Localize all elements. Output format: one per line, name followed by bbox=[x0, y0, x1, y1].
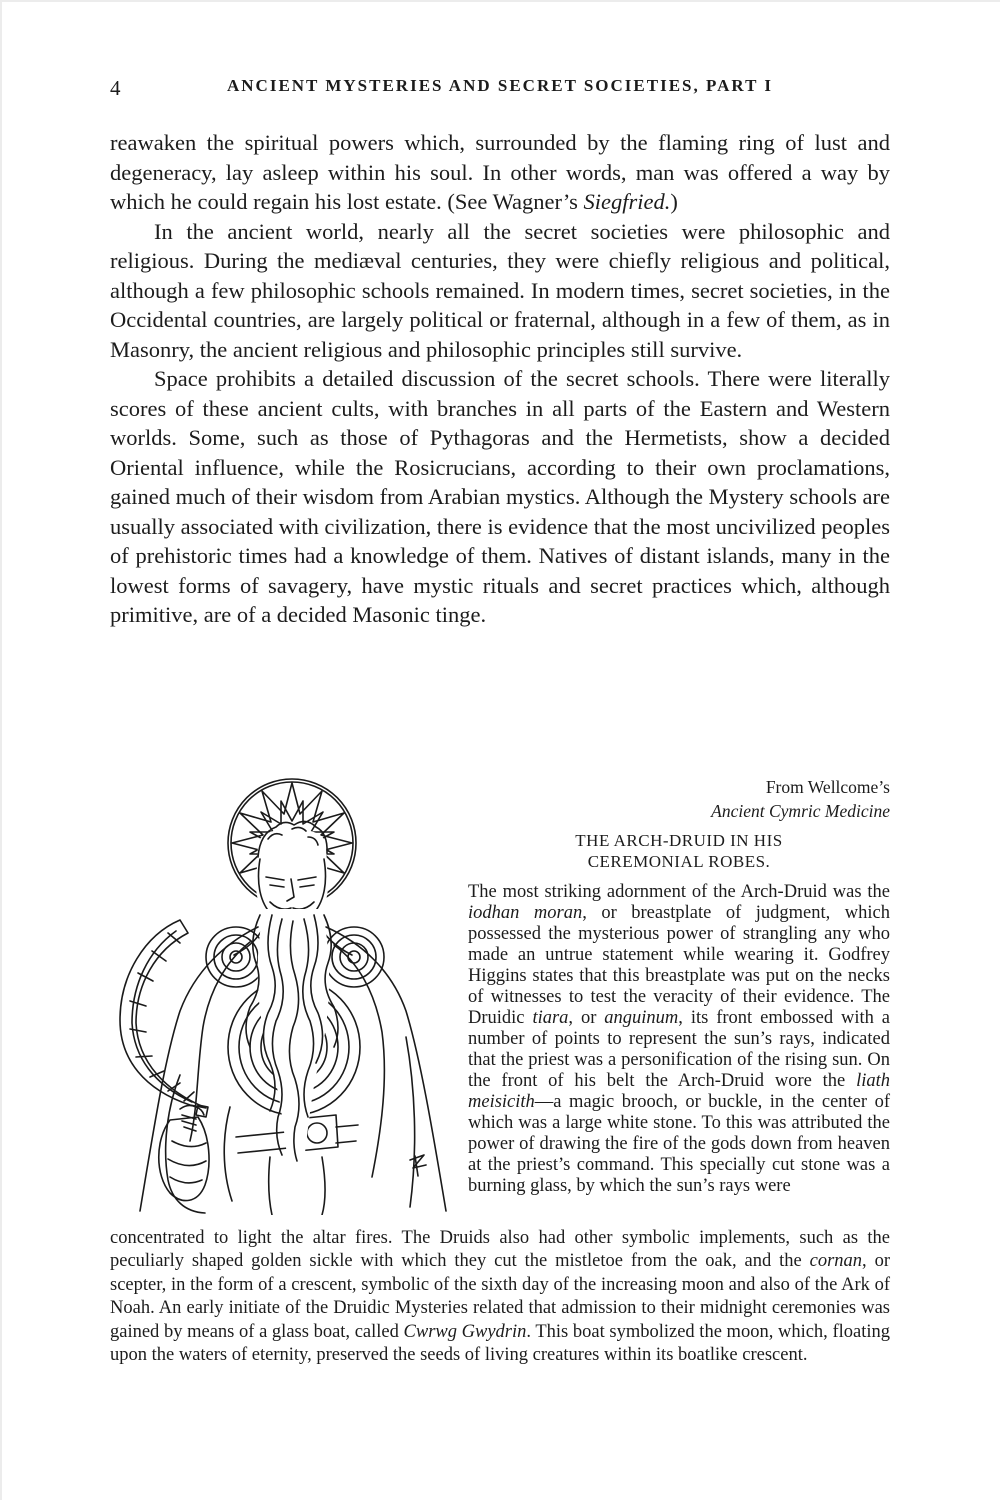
figure-section bbox=[110, 775, 890, 1215]
credit-source: From Wellcome’s bbox=[765, 776, 890, 797]
figure-caption-title bbox=[468, 830, 890, 872]
caption-title-line-1: THE ARCH-DRUID IN HIS bbox=[575, 830, 783, 850]
running-head-title: ANCIENT MYSTERIES AND SECRET SOCIETIES, PART I bbox=[227, 76, 773, 95]
page-header bbox=[110, 76, 890, 100]
paragraph-2: In the ancient world, nearly all the secret societies were philosophic and religious. During the mediæval centuries, they were chiefly religious and political, although a few philosophic schools remained. In modern times, secret societies, in the Occidental countries, are largely political or fraternal, although in a few of them, as in Masonry, the ancient religious and philosophic principles still survive. bbox=[110, 218, 890, 362]
figure-caption-continuation: concentrated to light the altar fires. The Druids also had other symbolic implements, such as the peculiarly shaped golden sickle with which they cut the mistletoe from the oak, and the cornan, or scepter, in the form of a crescent, symbolic of the sixth day of the increasing moon and also of the Ark of Noah. An early initiate of the Druidic Mysteries related that admission to their midnight ceremonies was gained by means of a glass boat, called Cwrwg Gwydrin. This boat symbolized the moon, which, floating upon the waters of eternity, preserved the seeds of living creatures within its boatlike crescent. bbox=[110, 1227, 890, 1365]
paragraph-1: reawaken the spiritual powers which, surrounded by the flaming ring of lust and degeneracy, lay asleep within his soul. In other words, man was offered a way by which he could regain his lost estate. (See Wagner’s Siegfried.) bbox=[110, 130, 890, 214]
arch-druid-illustration bbox=[110, 775, 462, 1215]
caption-title-line-2: CEREMONIAL ROBES. bbox=[587, 851, 771, 871]
arch-druid-drawing bbox=[110, 775, 462, 1215]
paragraph-3: Space prohibits a detailed discussion of the secret schools. There were literally scores of these ancient cults, with branches in all parts of the Eastern and Western worlds. Some, such as those of Pythagoras and the Hermetists, show a decided Oriental influence, while the Rosicrucians, according to their own proclamations, gained much of their wisdom from Arabian mystics. Although the Mystery schools are usually associated with civilization, there is evidence that the most uncivilized peoples of prehistoric times had a knowledge of them. Natives of distant islands, many in the lowest forms of savagery, have mystic rituals and secret practices which, although primitive, are of a decided Masonic tinge. bbox=[110, 366, 890, 627]
figure-caption-column bbox=[462, 775, 890, 1197]
figure-credit bbox=[468, 775, 890, 823]
body-text bbox=[110, 128, 890, 630]
credit-work-title: Ancient Cymric Medicine bbox=[711, 800, 890, 821]
figure-caption-text: The most striking adornment of the Arch-Druid was the iodhan moran, or breastplate of judgment, which possessed the mysterious power of strangling any who made an untrue statement while wearing it. Godfrey Higgins states that this breastplate was put on the necks of witnesses to test the veracity of their evidence. The Druidic tiara, or anguinum, its front embossed with a number of points to represent the sun’s rays, indicated that the priest was a personification of the rising sun. On the front of his belt the Arch-Druid wore the liath meisicith—a magic brooch, or buckle, in the center of which was a large white stone. To this was attributed the power of drawing the fire of the gods down from heaven at the priest’s command. This specially cut stone was a burning glass, by which the sun’s rays were bbox=[468, 881, 890, 1196]
page-number: 4 bbox=[110, 76, 121, 100]
